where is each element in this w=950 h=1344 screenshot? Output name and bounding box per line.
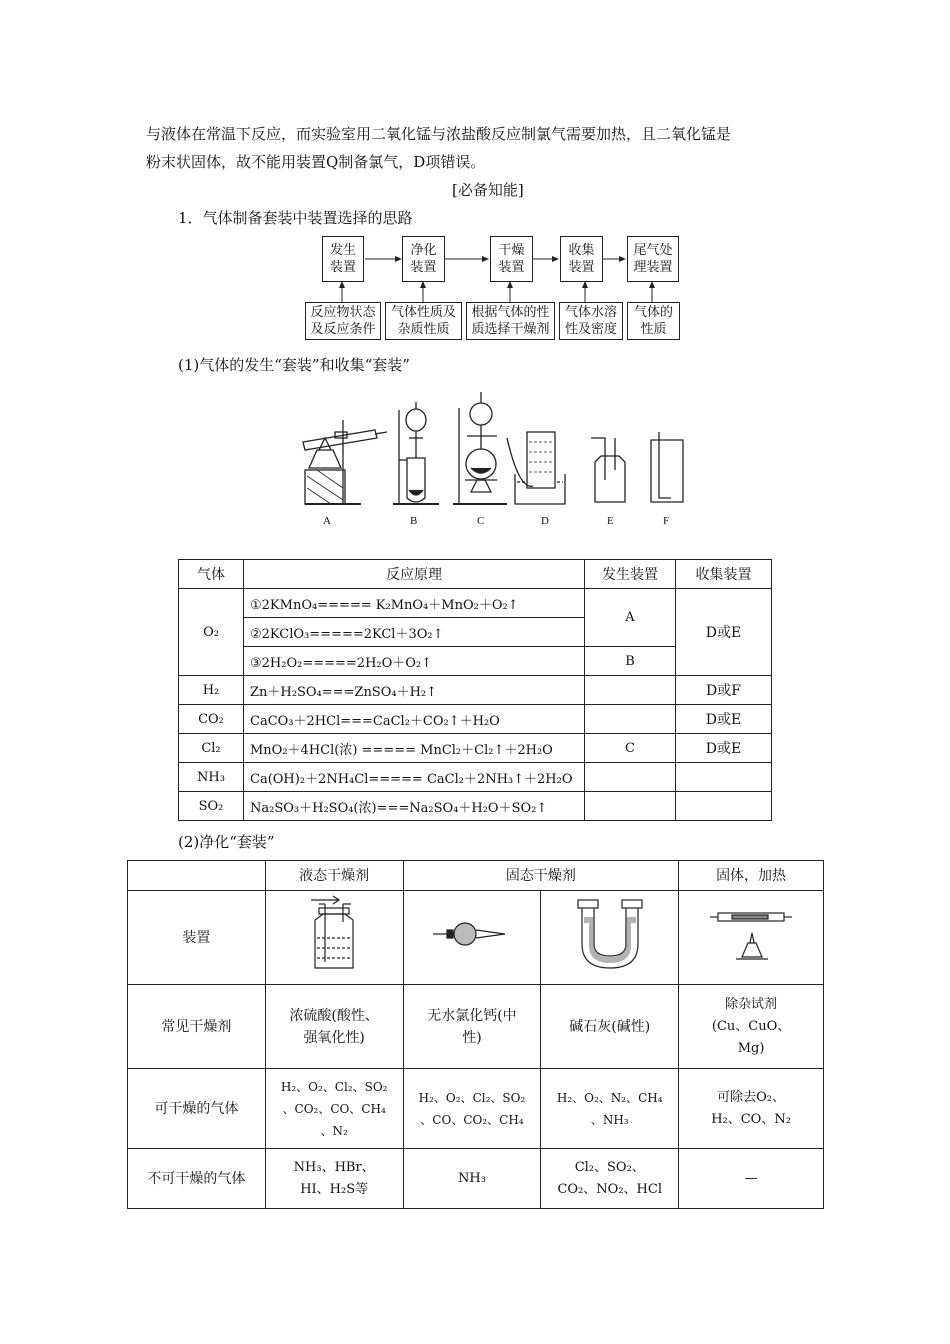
cell-cannot-soda-lime: Cl₂、SO₂、 CO₂、NO₂、HCl bbox=[541, 1149, 679, 1209]
flow-box-collection: 收集 装置 bbox=[560, 236, 603, 282]
apparatus-d-icon bbox=[507, 432, 565, 504]
row-label-can-dry: 可干燥的气体 bbox=[128, 1069, 266, 1149]
heading-2: (1)气体的发生“套装”和收集“套装” bbox=[178, 356, 410, 374]
flow-box-drying: 干燥 装置 bbox=[490, 236, 533, 282]
cell-device bbox=[585, 763, 676, 792]
cell-can-liquid: H₂、O₂、Cl₂、SO₂ 、CO₂、CO、CH₄ 、N₂ bbox=[265, 1069, 403, 1149]
th-solid-desiccant: 固态干燥剂 bbox=[403, 861, 679, 891]
flow-box-reactant-state: 反应物状态 及反应条件 bbox=[305, 302, 381, 340]
row-label-cannot-dry: 不可干燥的气体 bbox=[128, 1149, 266, 1209]
cell-reaction: ③2H₂O₂=====2H₂O＋O₂↑ bbox=[244, 647, 585, 676]
row-label-common: 常见干燥剂 bbox=[128, 985, 266, 1069]
cell-wash-bottle bbox=[265, 891, 403, 985]
section-title: [必备知能] bbox=[452, 181, 524, 199]
cell-gas: H₂ bbox=[179, 676, 244, 705]
cell-device: B bbox=[585, 647, 676, 676]
row-label-device: 装置 bbox=[128, 891, 266, 985]
table-row bbox=[128, 985, 824, 1069]
flow-box-generation: 发生 装置 bbox=[322, 236, 364, 282]
th-empty bbox=[128, 861, 266, 891]
cell-reaction: ①2KMnO₄===== K₂MnO₄＋MnO₂＋O₂↑ bbox=[244, 589, 585, 618]
cell-reaction: CaCO₃＋2HCl===CaCl₂＋CO₂↑＋H₂O bbox=[244, 705, 585, 734]
cell-collection: D或E bbox=[676, 705, 772, 734]
th-solid-heating: 固体，加热 bbox=[679, 861, 824, 891]
cell-device: A bbox=[585, 589, 676, 647]
table-row bbox=[179, 705, 772, 734]
purification-table bbox=[127, 860, 824, 1209]
cell-can-heat: 可除去O₂、 H₂、CO、N₂ bbox=[679, 1069, 824, 1149]
label-c: C bbox=[477, 515, 485, 527]
cell-collection: D或F bbox=[676, 676, 772, 705]
cell-reaction: Na₂SO₃＋H₂SO₄(浓)===Na₂SO₄＋H₂O＋SO₂↑ bbox=[244, 792, 585, 821]
cell-common-heat: 除杂试剂 (Cu、CuO、 Mg) bbox=[679, 985, 824, 1069]
cell-cannot-liquid: NH₃、HBr、 HI、H₂S等 bbox=[265, 1149, 403, 1209]
cell-common-liquid: 浓硫酸(酸性、 强氧化性) bbox=[265, 985, 403, 1069]
apparatus-c-icon bbox=[453, 392, 507, 504]
label-f: F bbox=[663, 515, 670, 527]
table-row bbox=[179, 734, 772, 763]
drying-tube-icon bbox=[427, 914, 517, 954]
cell-collection bbox=[676, 763, 772, 792]
u-tube-icon bbox=[570, 894, 650, 974]
table-header-row bbox=[128, 861, 824, 891]
cell-reaction: MnO₂＋4HCl(浓) ===== MnCl₂＋Cl₂↑＋2H₂O bbox=[244, 734, 585, 763]
table-header-row bbox=[179, 560, 772, 589]
cell-gas: NH₃ bbox=[179, 763, 244, 792]
cell-heated-tube bbox=[679, 891, 824, 985]
label-d: D bbox=[541, 515, 549, 527]
th-collection: 收集装置 bbox=[676, 560, 772, 589]
flow-box-solubility: 气体水溶 性及密度 bbox=[559, 302, 623, 340]
cell-u-tube bbox=[541, 891, 679, 985]
apparatus-figure bbox=[295, 380, 690, 530]
flow-box-gas-property: 气体的 性质 bbox=[627, 302, 680, 340]
table-row bbox=[128, 891, 824, 985]
cell-device bbox=[585, 792, 676, 821]
cell-cannot-heat: — bbox=[679, 1149, 824, 1209]
flow-box-gas-impurity: 气体性质及 杂质性质 bbox=[385, 302, 462, 340]
cell-reaction: ②2KClO₃=====2KCl＋3O₂↑ bbox=[244, 618, 585, 647]
table-row bbox=[179, 763, 772, 792]
gas-generation-table bbox=[178, 559, 772, 821]
th-reaction: 反应原理 bbox=[244, 560, 585, 589]
label-e: E bbox=[607, 515, 614, 527]
intro-line-1: 与液体在常温下反应，而实验室用二氧化锰与浓盐酸反应制氯气需要加热，且二氧化锰是 bbox=[146, 125, 732, 143]
cell-device bbox=[585, 705, 676, 734]
heading-3: (2)净化“套装” bbox=[178, 833, 275, 851]
flow-box-desiccant: 根据气体的性 质选择干燥剂 bbox=[466, 302, 555, 340]
table-row bbox=[128, 1069, 824, 1149]
apparatus-a-icon bbox=[303, 420, 387, 504]
label-a: A bbox=[323, 515, 331, 527]
cell-common-soda-lime: 碱石灰(碱性) bbox=[541, 985, 679, 1069]
flow-box-tail-gas: 尾气处 理装置 bbox=[627, 236, 679, 282]
th-gas: 气体 bbox=[179, 560, 244, 589]
apparatus-f-icon bbox=[651, 432, 683, 502]
cell-cannot-cacl2: NH₃ bbox=[403, 1149, 541, 1209]
heading-1: 1．气体制备套装中装置选择的思路 bbox=[178, 209, 413, 227]
cell-reaction: Zn＋H₂SO₄===ZnSO₄＋H₂↑ bbox=[244, 676, 585, 705]
table-row bbox=[179, 589, 772, 618]
label-b: B bbox=[410, 515, 418, 527]
apparatus-e-icon bbox=[591, 438, 625, 502]
cell-common-cacl2: 无水氯化钙(中 性) bbox=[403, 985, 541, 1069]
cell-can-cacl2: H₂、O₂、Cl₂、SO₂ 、CO、CO₂、CH₄ bbox=[403, 1069, 541, 1149]
apparatus-b-icon bbox=[393, 402, 439, 504]
cell-gas: CO₂ bbox=[179, 705, 244, 734]
cell-drying-tube bbox=[403, 891, 541, 985]
cell-device bbox=[585, 676, 676, 705]
cell-gas: O₂ bbox=[179, 589, 244, 676]
wash-bottle-icon bbox=[299, 894, 369, 974]
cell-reaction: Ca(OH)₂＋2NH₄Cl===== CaCl₂＋2NH₃↑＋2H₂O bbox=[244, 763, 585, 792]
intro-line-2: 粉末状固体，故不能用装置Q制备氯气，D项错误。 bbox=[146, 153, 486, 171]
cell-collection: D或E bbox=[676, 589, 772, 676]
th-device: 发生装置 bbox=[585, 560, 676, 589]
cell-gas: SO₂ bbox=[179, 792, 244, 821]
table-row bbox=[179, 676, 772, 705]
table-row bbox=[179, 792, 772, 821]
th-liquid-desiccant: 液态干燥剂 bbox=[265, 861, 403, 891]
table-row bbox=[128, 1149, 824, 1209]
cell-gas: Cl₂ bbox=[179, 734, 244, 763]
heated-tube-icon bbox=[706, 899, 796, 969]
cell-device: C bbox=[585, 734, 676, 763]
device-selection-flowchart bbox=[305, 236, 680, 340]
flow-box-purification: 净化 装置 bbox=[402, 236, 445, 282]
cell-collection: D或E bbox=[676, 734, 772, 763]
cell-can-soda-lime: H₂、O₂、N₂、CH₄ 、NH₃ bbox=[541, 1069, 679, 1149]
cell-collection bbox=[676, 792, 772, 821]
